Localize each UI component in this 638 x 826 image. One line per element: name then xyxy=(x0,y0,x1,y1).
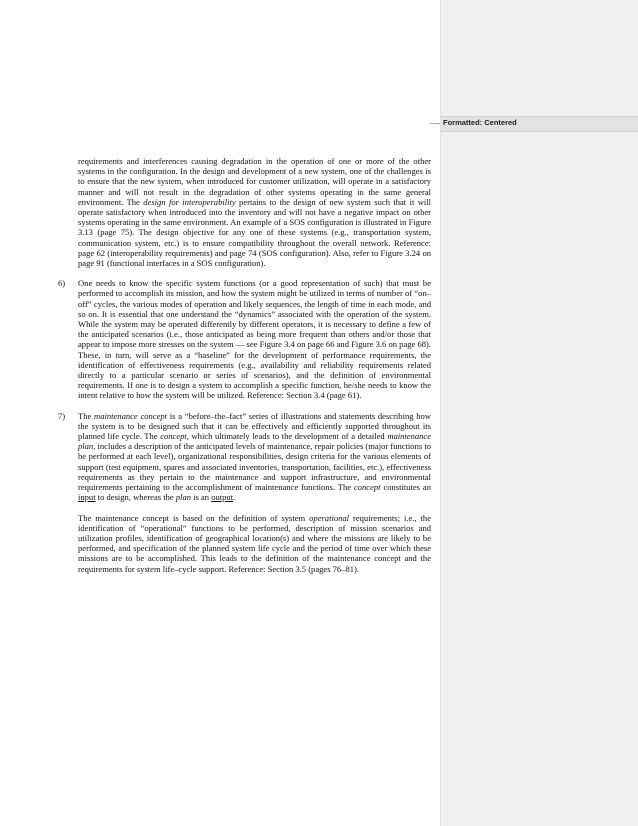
list-item-7-paragraph-2 xyxy=(58,513,431,574)
formatting-comment-balloon[interactable] xyxy=(440,116,638,132)
italic-term: design for interoperability xyxy=(143,196,236,207)
comment-label: Formatted: Centered xyxy=(443,118,517,127)
comment-connector-line xyxy=(430,123,440,124)
italic-term: maintenance concept xyxy=(94,410,168,421)
underlined-term: output xyxy=(211,492,234,503)
document-body xyxy=(58,156,431,574)
text-run: constitutes an xyxy=(380,482,431,493)
text-run: , includes a description of the anticipated levels of maintenance, repair policies (major functions to be performed at each level), organizational responsibilities, design criteria for the various elements of support (test equipment, spares and associated inventories, transportation, facilities, etc.), effectiveness requirements as they pertain to the maintenance and support infrastructure, and environmental requirements pertaining to the accomplishment of maintenance functions. The xyxy=(78,441,431,493)
underlined-term: input xyxy=(78,492,96,503)
list-item-6 xyxy=(58,278,431,400)
list-item-7 xyxy=(58,411,431,503)
list-item-text: One needs to know the specific system functions (or a good representation of such) that must be performed to accomplish its mission, and how the system might be utilized in terms of number of “on–off” cycles, the various modes of operation and likely sequences, the length of time in each mode, and so on. It is essential that one understand the “dynamics” associated with the operation of the system. While the system may be operated differently by different operators, it is necessary to define a few of the anticipated scenarios (i.e., those anticipated as being more frequent than others and/or those that appear to impose more stresses on the system — see Figure 3.4 on page 66 and Figure 3.6 on page 68). These, in turn, will serve as a “baseline” for the development of performance requirements, the identification of effectiveness requirements (e.g., availability and reliability requirements related directly to a particular scenario or series of scenarios), and the definition of environmental requirements. If one is to design a system to accomplish a specific function, he/she needs to know the intent relative to how the system will be utilized. Reference: Section 3.4 (page 61). xyxy=(78,278,431,401)
italic-term: operational xyxy=(309,512,350,523)
list-number: 7) xyxy=(58,410,66,421)
list-number: 6) xyxy=(58,278,66,289)
list-item-text xyxy=(78,411,431,503)
text-run: pertains to the design of new system such that it will operate satisfactory when introduced into the inventory and will not have a negative impact on other systems operating in the same environment. An example of a SOS configuration is illustrated in Figure 3.13 (page 75). The design objective for any one of these systems (e.g., transportation system, communication system, etc.) is to ensure compatibility throughout the overall network. Reference: page 62 (interoperability requirements) and page 74 (SOS configuration). Also, refer to Figure 3.24 on page 91 (functional interfaces in a SOS configuration). xyxy=(78,196,431,269)
text-run: , which ultimately leads to the development of a detailed xyxy=(186,431,388,442)
text-run: . xyxy=(233,492,236,503)
text-run: is a “before–the–fact” series of illustrations and statements describing how the system is to be designed such that it can be effectively and efficiently supported throughout its planned life cycle. The xyxy=(78,410,431,442)
italic-term: concept xyxy=(353,482,381,493)
text-run: to design, whereas the xyxy=(95,492,176,503)
text-run: The maintenance concept is based on the definition of system xyxy=(78,512,310,523)
italic-term: concept xyxy=(160,431,187,442)
text-run: requirements and interferences causing degradation in the operation of one or more of the other systems in the configuration. In the design and development of a new system, one of the challenges is to ensure that the new system, when introduced for customer utilization, will operate in a satisfactory manner and will not result in the degradation of other systems operating in the same general environment. The xyxy=(78,156,431,207)
text-run: requirements; i.e., the identification of “operational” functions to be performed, description of mission scenarios and utilization profiles, identification of geographical location(s) and where the missions are likely to be performed, and specification of the planned system life cycle and the period of time over which these missions are to be accomplished. This leads to the definition of the maintenance concept and the requirements for system life–cycle support. Reference: Section 3.5 (pages 76–81). xyxy=(78,512,431,574)
continued-paragraph xyxy=(58,156,431,268)
italic-term: maintenance plan xyxy=(78,431,431,452)
text-run: The xyxy=(78,410,95,421)
text-run: is an xyxy=(191,492,212,503)
italic-term: plan xyxy=(175,492,192,503)
